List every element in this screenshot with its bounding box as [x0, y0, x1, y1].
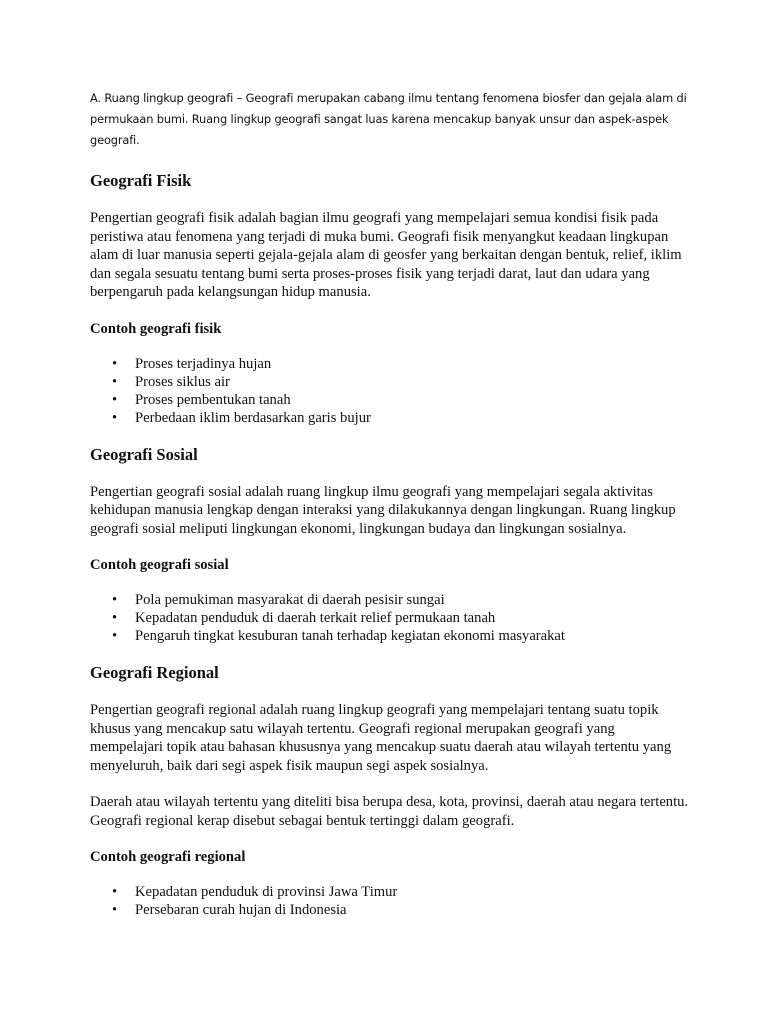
bullet-icon: •	[112, 409, 118, 426]
list-item-text: Perbedaan iklim berdasarkan garis bujur	[135, 409, 371, 426]
list-item	[90, 391, 690, 409]
section-paragraph: Pengertian geografi fisik adalah bagian ilmu geografi yang mempelajari semua kondisi fisik pada peristiwa atau fenomena yang terjadi di muka bumi. Geografi fisik menyangkut keadaan lingkupan alam di luar manusia seperti gejala-gejala alam di geosfer yang berkaitan dengan bentuk, relief, iklim dan segala sesuatu tentang bumi serta proses-proses fisik yang terjadi darat, laut dan udara yang berpengaruh pada kelangsungan hidup manusia.	[90, 210, 682, 300]
bullet-icon: •	[112, 355, 118, 372]
list-item	[90, 901, 690, 919]
document-page	[90, 88, 690, 937]
section-title: Geografi Sosial	[90, 444, 198, 464]
list-item-text: Kepadatan penduduk di daerah terkait relief permukaan tanah	[135, 610, 496, 626]
bullet-icon: •	[112, 373, 118, 390]
list-item-text: Pola pemukiman masyarakat di daerah pesisir sungai	[135, 592, 445, 608]
bullet-icon: •	[112, 628, 118, 644]
list-item-text: Proses pembentukan tanah	[135, 391, 291, 408]
list-item	[90, 373, 690, 391]
list-item-text: Persebaran curah hujan di Indonesia	[135, 902, 347, 918]
section-title: Geografi Regional	[90, 663, 219, 682]
bullet-icon: •	[112, 391, 118, 408]
section-geografi-sosial	[90, 445, 690, 646]
bullet-icon: •	[112, 902, 118, 918]
bullet-icon: •	[112, 610, 118, 626]
list-item-text: Kepadatan penduduk di provinsi Jawa Timur	[135, 884, 398, 900]
list-item	[90, 627, 690, 645]
section-paragraph: Daerah atau wilayah tertentu yang diteliti bisa berupa desa, kota, provinsi, daerah atau negara tertentu. Geografi regional kerap disebut sebagai bentuk tertinggi dalam geografi.	[90, 794, 689, 829]
list-item	[90, 409, 690, 427]
list-item	[90, 883, 690, 901]
examples-list	[90, 883, 690, 919]
list-item-text: Pengaruh tingkat kesuburan tanah terhadap kegiatan ekonomi masyarakat	[135, 628, 565, 644]
examples-list	[90, 355, 690, 427]
list-item-text: Proses terjadinya hujan	[135, 355, 272, 372]
bullet-icon: •	[112, 592, 118, 608]
section-title: Geografi Fisik	[90, 171, 192, 190]
examples-heading: Contoh geografi regional	[90, 849, 246, 865]
examples-heading: Contoh geografi fisik	[90, 320, 222, 337]
list-item	[90, 591, 690, 609]
examples-list	[90, 591, 690, 645]
list-item	[90, 609, 690, 627]
examples-heading: Contoh geografi sosial	[90, 557, 229, 573]
list-item-text: Proses siklus air	[135, 373, 230, 390]
section-paragraph: Pengertian geografi regional adalah ruang lingkup geografi yang mempelajari tentang suatu topik khusus yang mencakup satu wilayah tertentu. Geografi regional merupakan geografi yang mempelajari topik atau bahasan khususnya yang mencakup suatu daerah atau wilayah tertentu yang menyeluruh, baik dari segi aspek fisik maupun segi aspek sosialnya.	[90, 702, 672, 774]
intro-paragraph: A. Ruang lingkup geografi – Geografi merupakan cabang ilmu tentang fenomena biosfer dan gejala alam di permukaan bumi. Ruang lingkup geografi sangat luas karena mencakup banyak unsur dan aspek-aspek geografi.	[90, 91, 687, 147]
list-item	[90, 355, 690, 373]
section-geografi-regional	[90, 663, 690, 919]
section-geografi-fisik	[90, 171, 690, 427]
section-paragraph: Pengertian geografi sosial adalah ruang lingkup ilmu geografi yang mempelajari segala aktivitas kehidupan manusia lengkap dengan interaksi yang dilakukannya dengan lingkungan. Ruang lingkup geografi sosial meliputi lingkungan ekonomi, lingkungan budaya dan lingkungan sosialnya.	[90, 483, 676, 537]
bullet-icon: •	[112, 884, 118, 900]
